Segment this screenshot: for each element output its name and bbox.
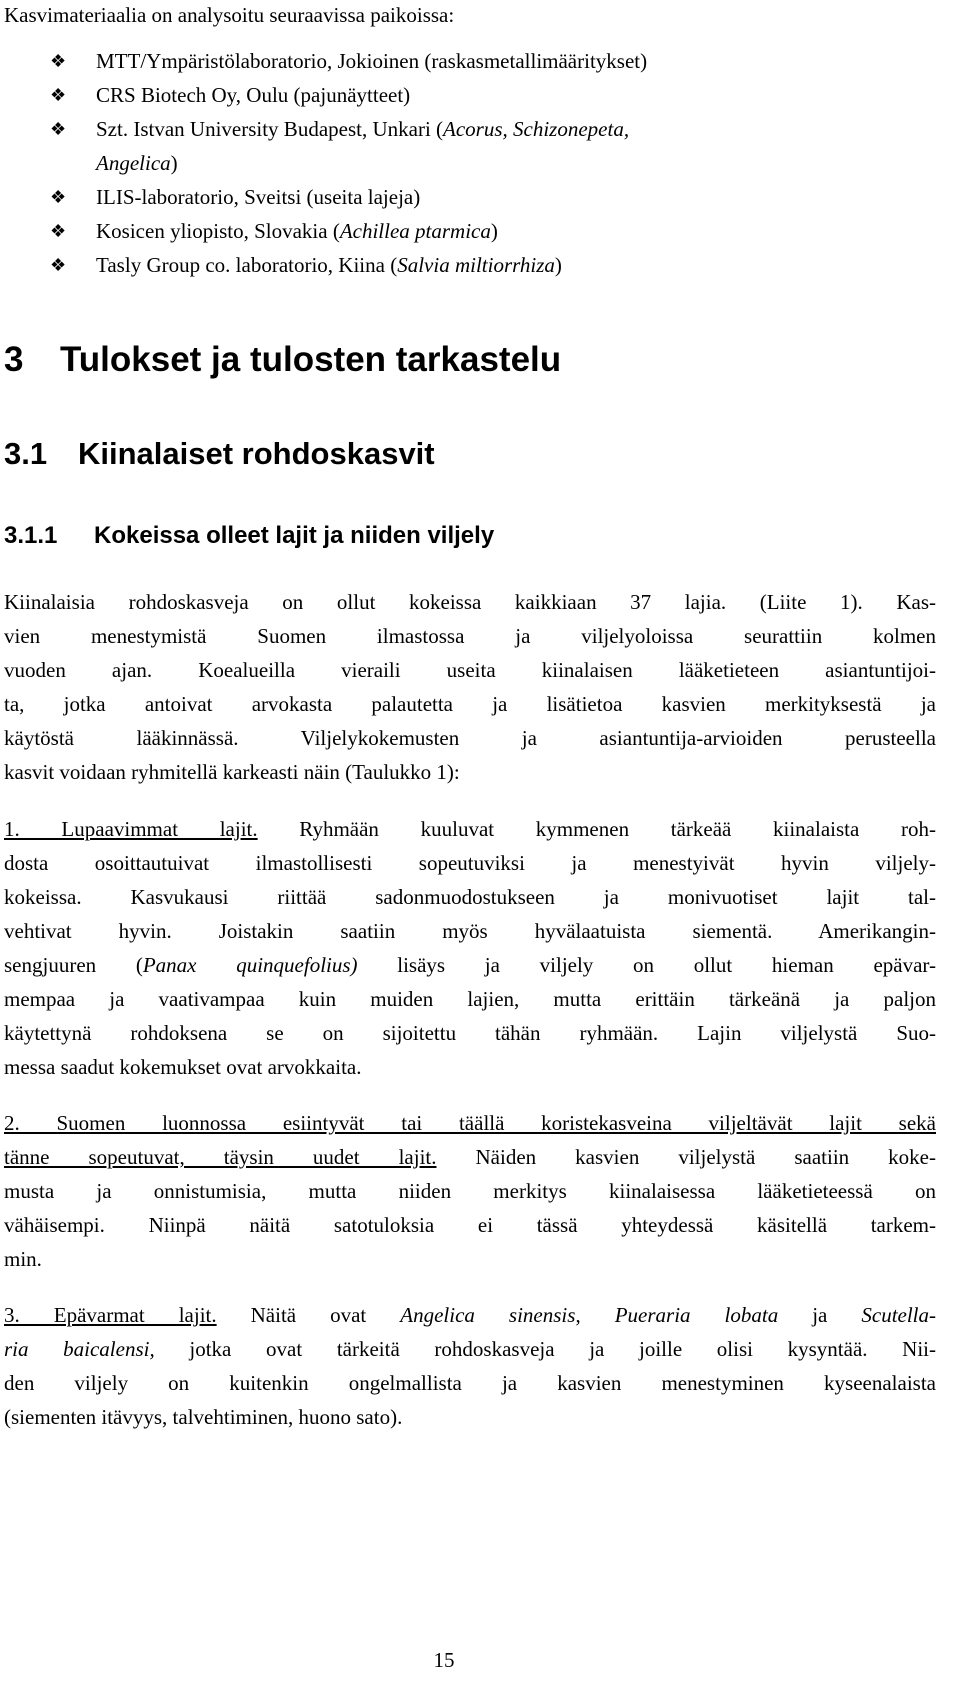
bullet-diamond-icon: ❖ <box>50 187 67 207</box>
species-name: Panax quinquefolius) <box>142 953 358 977</box>
species-name: Achillea ptarmica <box>339 219 491 243</box>
group-label: 3. Epävarmat lajit. <box>4 1303 217 1327</box>
list-item <box>96 112 629 146</box>
subsection-heading <box>4 436 435 472</box>
intro-line: Kasvimateriaalia on analysoitu seuraavissa paikoissa: <box>4 3 455 27</box>
text-run: Näiden kasvien viljelystä saatiin koke- <box>436 1145 936 1169</box>
text-line: Kiinalaisia rohdoskasveja on ollut kokeissa kaikkiaan 37 lajia. (Liite 1). Kas- <box>4 590 936 614</box>
heading-text: Tulokset ja tulosten tarkastelu <box>60 340 562 379</box>
section-heading <box>4 340 561 380</box>
text-run: sengjuuren ( <box>4 953 143 977</box>
list-item-text: ) <box>490 219 498 243</box>
text-line <box>4 1140 936 1174</box>
text-line: vehtivat hyvin. Joistakin saatiin myös hyvälaatuista siementä. Amerikangin- <box>4 919 936 943</box>
species-name: Angelica <box>96 151 171 175</box>
species-name: Salvia miltiorrhiza <box>397 253 555 277</box>
text-line <box>4 1332 936 1366</box>
species-name: ria baicalensi, <box>4 1337 155 1361</box>
group-label: 1. Lupaavimmat lajit. <box>4 817 258 841</box>
text-line <box>4 1298 936 1332</box>
species-name: Pueraria lobata <box>614 1303 779 1327</box>
text-line: kasvit voidaan ryhmitellä karkeasti näin (Taulukko 1): <box>4 760 460 784</box>
text-line: den viljely on kuitenkin ongelmallista ja kasvien menestyminen kyseenalaista <box>4 1371 936 1395</box>
text-line: (siementen itävyys, talvehtiminen, huono sato). <box>4 1405 403 1429</box>
text-line: dosta osoittautuivat ilmastollisesti sopeutuviksi ja menestyivät hyvin viljely- <box>4 851 936 875</box>
text-run: lisäys ja viljely on ollut hieman epävar- <box>357 953 936 977</box>
text-line: mempaa ja vaativampaa kuin muiden lajien, mutta erittäin tärkeänä ja paljon <box>4 987 936 1011</box>
bullet-diamond-icon: ❖ <box>50 119 67 139</box>
list-item-text: Kosicen yliopisto, Slovakia ( <box>96 219 340 243</box>
text-line: musta ja onnistumisia, mutta niiden merkitys kiinalaisessa lääketieteessä on <box>4 1179 936 1203</box>
species-name: Scutella- <box>861 1303 937 1327</box>
text-run: ja <box>778 1303 862 1327</box>
species-name: Angelica sinensis <box>400 1303 576 1327</box>
list-item: CRS Biotech Oy, Oulu (pajunäytteet) <box>96 83 411 107</box>
text-run: Näitä ovat <box>216 1303 401 1327</box>
species-name: Acorus, Schizonepeta, <box>443 117 630 141</box>
list-item-continuation <box>96 146 178 180</box>
bullet-diamond-icon: ❖ <box>50 85 67 105</box>
page-number: 15 <box>433 1648 455 1672</box>
bullet-diamond-icon: ❖ <box>50 255 67 275</box>
text-run: , <box>575 1303 615 1327</box>
subsubsection-heading <box>4 522 494 550</box>
list-item-text: ) <box>170 151 178 175</box>
heading-number: 3.1 <box>4 436 48 471</box>
list-item-text: Tasly Group co. laboratorio, Kiina ( <box>96 253 398 277</box>
heading-number: 3.1.1 <box>4 522 58 549</box>
list-item-text: ) <box>554 253 562 277</box>
text-line <box>4 812 936 846</box>
list-item <box>96 248 562 282</box>
heading-text: Kiinalaiset rohdoskasvit <box>78 436 435 471</box>
text-run: Ryhmään kuuluvat kymmenen tärkeää kiinalaista roh- <box>257 817 936 841</box>
text-line: käytettynä rohdoksena se on sijoitettu tähän ryhmään. Lajin viljelystä Suo- <box>4 1021 936 1045</box>
text-line: vähäisempi. Niinpä näitä satotuloksia ei tässä yhteydessä käsitellä tarkem- <box>4 1213 936 1237</box>
text-line: vien menestymistä Suomen ilmastossa ja viljelyoloissa seurattiin kolmen <box>4 624 936 648</box>
bullet-diamond-icon: ❖ <box>50 51 67 71</box>
text-line: min. <box>4 1247 42 1271</box>
list-item-text: Szt. Istvan University Budapest, Unkari ( <box>96 117 444 141</box>
text-line: kokeissa. Kasvukausi riittää sadonmuodostukseen ja monivuotiset lajit tal- <box>4 885 936 909</box>
heading-text: Kokeissa olleet lajit ja niiden viljely <box>94 522 495 549</box>
text-line: vuoden ajan. Koealueilla vieraili useita kiinalaisen lääketieteen asiantuntijoi- <box>4 658 936 682</box>
list-item: MTT/Ympäristölaboratorio, Jokioinen (raskasmetallimääritykset) <box>96 49 648 73</box>
text-line: messa saadut kokemukset ovat arvokkaita. <box>4 1055 362 1079</box>
bullet-diamond-icon: ❖ <box>50 221 67 241</box>
group-label: 2. Suomen luonnossa esiintyvät tai täällä koristekasveina viljeltävät lajit sekä <box>4 1111 936 1135</box>
text-run: jotka ovat tärkeitä rohdoskasveja ja joille olisi kysyntää. Nii- <box>154 1337 936 1361</box>
group-label: tänne sopeutuvat, täysin uudet lajit. <box>4 1145 437 1169</box>
list-item: ILIS-laboratorio, Sveitsi (useita lajeja) <box>96 185 421 209</box>
heading-number: 3 <box>4 340 24 379</box>
text-line <box>4 948 936 982</box>
list-item <box>96 214 498 248</box>
text-line: ta, jotka antoivat arvokasta palautetta ja lisätietoa kasvien merkityksestä ja <box>4 692 936 716</box>
text-line: käytöstä lääkinnässä. Viljelykokemusten ja asiantuntija-arvioiden perusteella <box>4 726 936 750</box>
